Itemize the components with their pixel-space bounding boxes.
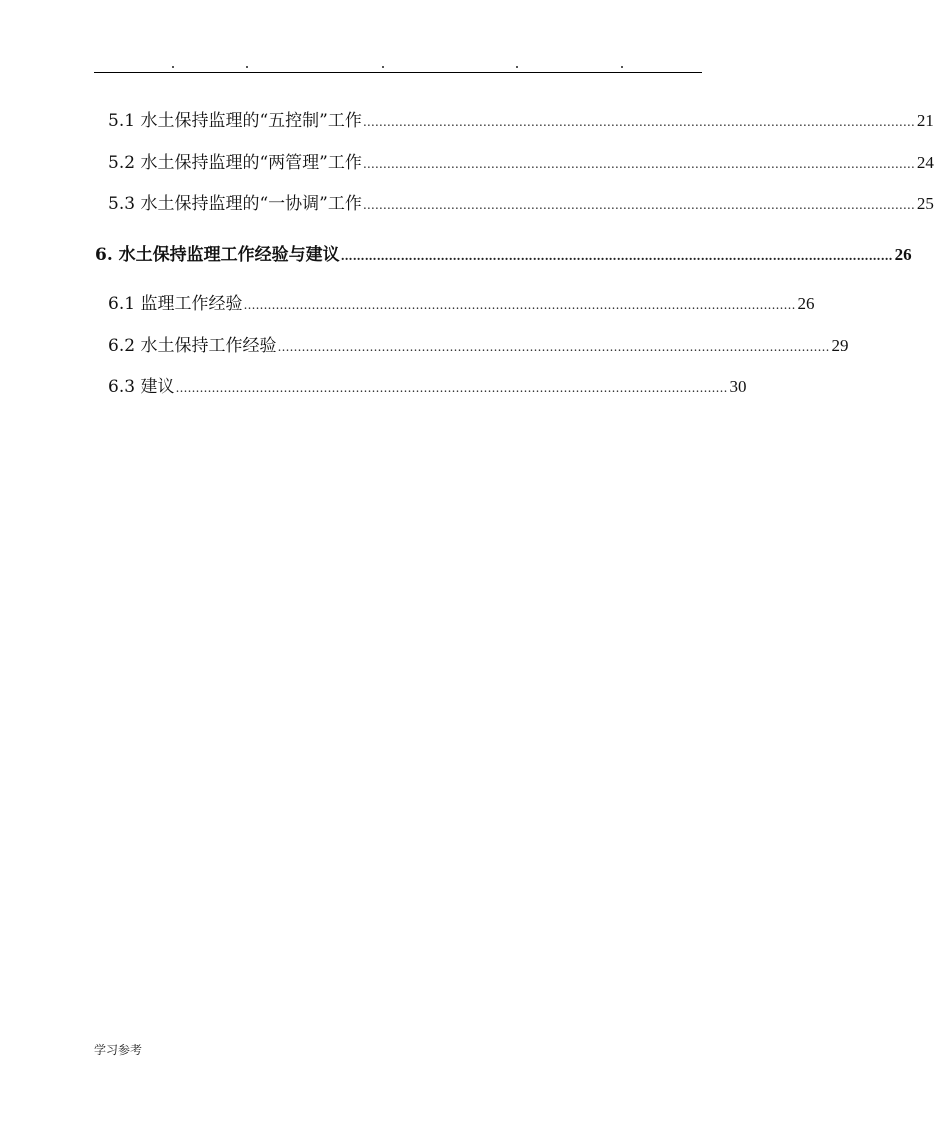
toc-page-number: 26: [894, 245, 912, 264]
toc-entry-5-2[interactable]: [108, 148, 934, 173]
toc-page-number: 30: [729, 377, 747, 396]
toc-entry-label: 6.3 建议: [108, 377, 175, 397]
toc-entry-label: 5.1 水土保持监理的“五控制”工作: [108, 111, 362, 131]
toc-page-number: 21: [916, 111, 934, 130]
toc-page-number: 26: [797, 294, 815, 313]
toc-dot-leader: …………………………………………………………………………………………………………………………: [340, 249, 893, 263]
toc-entry-5-1[interactable]: [108, 106, 934, 131]
toc-page-number: 25: [916, 194, 934, 213]
toc-dot-leader: …………………………………………………………………………………………………………………………: [175, 381, 728, 395]
toc-dot-leader: …………………………………………………………………………………………………………………………: [362, 115, 915, 129]
toc-dot-leader: …………………………………………………………………………………………………………………………: [362, 157, 915, 171]
toc-entry-label: 6.2 水土保持工作经验: [108, 336, 277, 356]
toc-dot-leader: …………………………………………………………………………………………………………………………: [277, 340, 830, 354]
toc-dot-leader: …………………………………………………………………………………………………………………………: [362, 198, 915, 212]
toc-page-number: 24: [916, 153, 934, 172]
toc-entry-label: 5.2 水土保持监理的“两管理”工作: [108, 153, 362, 173]
toc-page-number: 29: [831, 336, 849, 355]
toc-entry-5-3[interactable]: [108, 189, 934, 214]
footer-text: 学习参考: [94, 1043, 143, 1057]
toc-entry-6[interactable]: [95, 240, 912, 265]
toc-entry-6-2[interactable]: [108, 331, 849, 356]
toc-entry-label: 5.3 水土保持监理的“一协调”工作: [108, 194, 362, 214]
toc-entry-label: 6.1 监理工作经验: [108, 294, 243, 314]
toc-entry-label: 6. 水土保持监理工作经验与建议: [95, 245, 340, 265]
toc-entry-6-1[interactable]: [108, 289, 815, 314]
toc-entry-6-3[interactable]: [108, 372, 747, 397]
toc-dot-leader: …………………………………………………………………………………………………………………………: [243, 298, 796, 312]
